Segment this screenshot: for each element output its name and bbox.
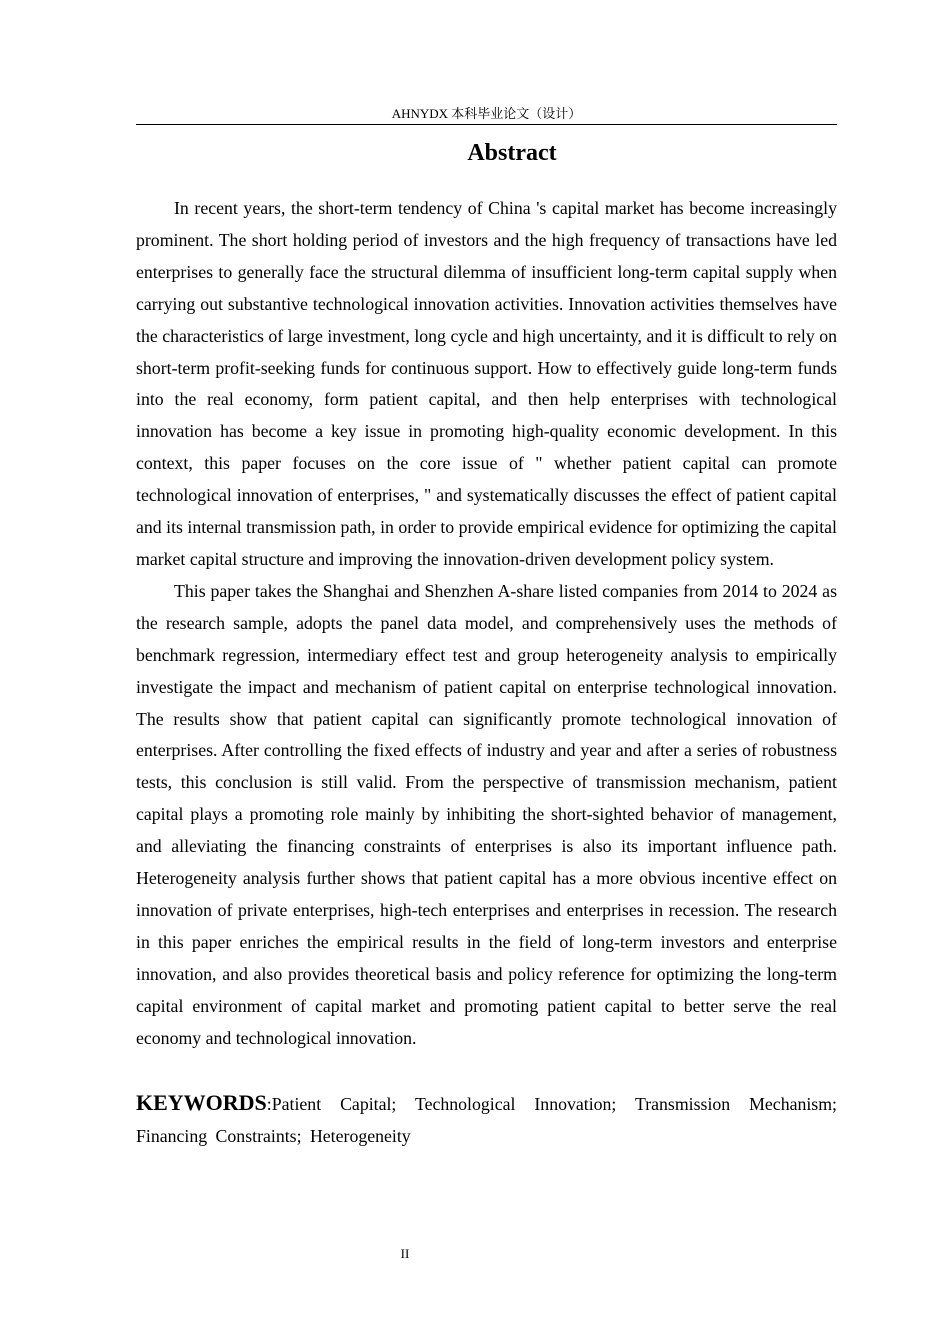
keywords-line <box>136 1087 837 1152</box>
page-title: Abstract <box>467 140 557 166</box>
abstract-body <box>136 193 837 1054</box>
page-number: II <box>400 1246 410 1261</box>
page-header <box>136 106 837 125</box>
keywords-text: Patient Capital; Technological Innovation; Transmission Mechanism; Financing Constraints; Heterogeneity <box>136 1094 837 1146</box>
abstract-paragraph-1: In recent years, the short-term tendency of China 's capital market has become increasingly prominent. The short holding period of investors and the high frequency of transactions have led enterprises to generally face the structural dilemma of insufficient long-term capital supply when carrying out substantive technological innovation activities. Innovation activities themselves have the characteristics of large investment, long cycle and high uncertainty, and it is difficult to rely on short-term profit-seeking funds for continuous support. How to effectively guide long-term funds into the real economy, form patient capital, and then help enterprises with technological innovation has become a key issue in promoting high-quality economic development. In this context, this paper focuses on the core issue of " whether patient capital can promote technological innovation of enterprises, " and systematically discusses the effect of patient capital and its internal transmission path, in order to provide empirical evidence for optimizing the capital market capital structure and improving the innovation-driven development policy system. <box>136 198 837 569</box>
header-text: AHNYDX 本科毕业论文（设计） <box>391 106 582 121</box>
keywords-label: KEYWORDS <box>136 1090 267 1115</box>
keywords-separator: : <box>266 1094 272 1114</box>
abstract-paragraph-2: This paper takes the Shanghai and Shenzhen A-share listed companies from 2014 to 2024 as the research sample, adopts the panel data model, and comprehensively uses the methods of benchmark regression, intermediary effect test and group heterogeneity analysis to empirically investigate the impact and mechanism of patient capital on enterprise technological innovation. The results show that patient capital can significantly promote technological innovation of enterprises. After controlling the fixed effects of industry and year and after a series of robustness tests, this conclusion is still valid. From the perspective of transmission mechanism, patient capital plays a promoting role mainly by inhibiting the short-sighted behavior of management, and alleviating the financing constraints of enterprises is also its important influence path. Heterogeneity analysis further shows that patient capital has a more obvious incentive effect on innovation of private enterprises, high-tech enterprises and enterprises in recession. The research in this paper enriches the empirical results in the field of long-term investors and enterprise innovation, and also provides theoretical basis and policy reference for optimizing the long-term capital environment of capital market and promoting patient capital to better serve the real economy and technological innovation. <box>136 580 837 1048</box>
